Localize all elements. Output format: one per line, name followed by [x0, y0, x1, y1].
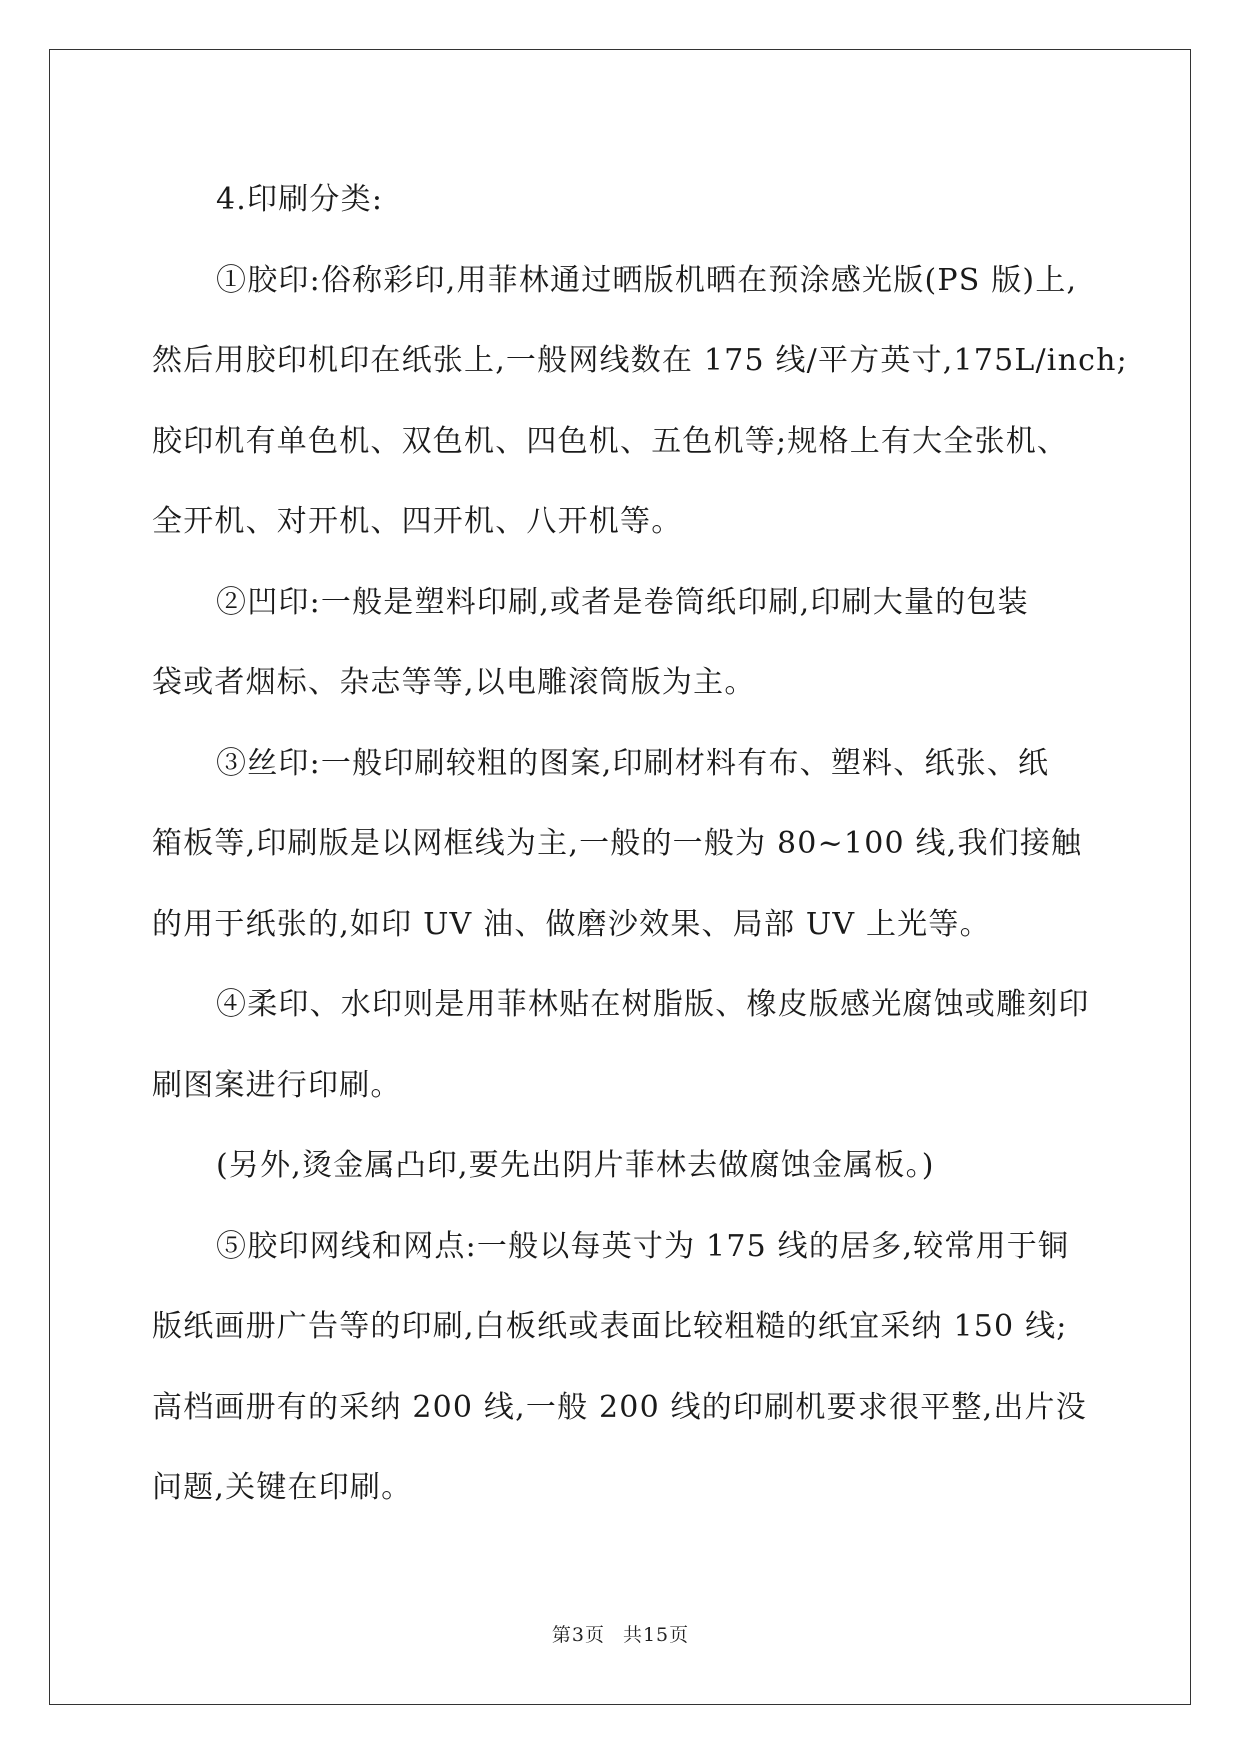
page-total: 共15页	[622, 1624, 690, 1646]
paragraph-flexo-line-1: ④柔印、水印则是用菲林贴在树脂版、橡皮版感光腐蚀或雕刻印	[216, 987, 1090, 1022]
paragraph-screen-printing-line-2: 箱板等,印刷版是以网框线为主,一般的一般为 80~100 线,我们接触	[152, 826, 1083, 861]
document-body	[152, 160, 1128, 1529]
paragraph-offset-printing-line-4: 全开机、对开机、四开机、八开机等。	[152, 504, 683, 539]
paragraph-screen-lines-line-1: ⑤胶印网线和网点:一般以每英寸为 175 线的居多,较常用于铜	[216, 1228, 1070, 1264]
paragraph-gravure-line-2: 袋或者烟标、杂志等等,以电雕滚筒版为主。	[152, 665, 756, 700]
paragraph-screen-lines-line-2: 版纸画册广告等的印刷,白板纸或表面比较粗糙的纸宜采纳 150 线;	[152, 1309, 1068, 1344]
paragraph-offset-printing-line-1: ①胶印:俗称彩印,用菲林通过晒版机晒在预涂感光版(PS 版)上,	[216, 262, 1078, 298]
page-footer	[0, 1620, 1241, 1647]
paragraph-screen-printing-line-1: ③丝印:一般印刷较粗的图案,印刷材料有布、塑料、纸张、纸	[216, 745, 1050, 781]
page-number: 第3页	[551, 1624, 605, 1646]
paragraph-flexo-line-2: 刷图案进行印刷。	[152, 1067, 402, 1103]
paragraph-hot-stamping-note: (另外,烫金属凸印,要先出阴片菲林去做腐蚀金属板。)	[216, 1148, 935, 1183]
paragraph-gravure-line-1: ②凹印:一般是塑料印刷,或者是卷筒纸印刷,印刷大量的包装	[216, 584, 1029, 620]
paragraph-heading-printing-categories: 4.印刷分类:	[216, 182, 384, 217]
paragraph-screen-printing-line-3: 的用于纸张的,如印 UV 油、做磨沙效果、局部 UV 上光等。	[152, 906, 991, 942]
paragraph-offset-printing-line-3: 胶印机有单色机、双色机、四色机、五色机等;规格上有大全张机、	[152, 423, 1069, 459]
paragraph-screen-lines-line-4: 问题,关键在印刷。	[152, 1470, 413, 1505]
paragraph-screen-lines-line-3: 高档画册有的采纳 200 线,一般 200 线的印刷机要求很平整,出片没	[152, 1389, 1087, 1425]
paragraph-offset-printing-line-2: 然后用胶印机印在纸张上,一般网线数在 175 线/平方英寸,175L/inch;	[152, 343, 1128, 378]
